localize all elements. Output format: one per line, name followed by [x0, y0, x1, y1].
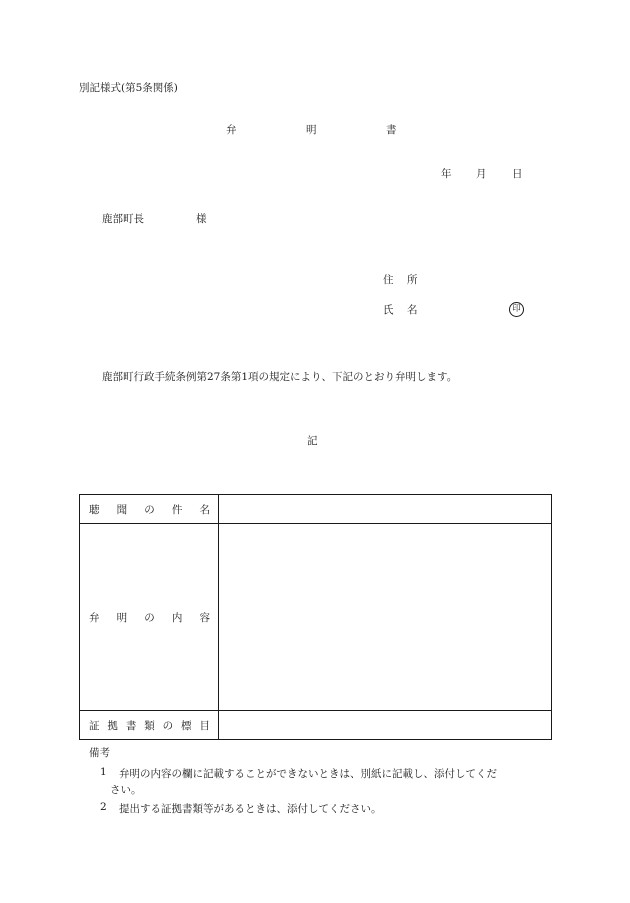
address-label-char: 住 — [383, 274, 394, 286]
address-label-char: 所 — [407, 274, 418, 286]
title-char: 弁 — [226, 124, 237, 136]
label-char: 類 — [144, 719, 155, 732]
label-char: 目 — [199, 719, 210, 732]
explanation-content-label — [80, 524, 219, 711]
addressee-name: 鹿部町長 — [102, 213, 144, 225]
date-year: 年 — [441, 168, 452, 180]
label-char: 拠 — [107, 719, 118, 732]
form-table — [79, 494, 552, 740]
label-char: 聴 — [89, 503, 100, 516]
label-char: 聞 — [116, 503, 128, 516]
label-char: 明 — [116, 611, 128, 624]
note-number: 1 — [100, 766, 107, 778]
explanation-content-field[interactable] — [219, 524, 552, 711]
table-row — [80, 524, 552, 711]
ki-heading: 記 — [307, 435, 318, 447]
label-char: の — [144, 503, 155, 516]
hearing-subject-field[interactable] — [219, 495, 552, 524]
form-reference: 別記様式(第5条関係) — [79, 82, 178, 94]
label-char: 容 — [199, 611, 210, 624]
note-text: 提出する証拠書類等があるときは、添付してください。 — [119, 803, 382, 815]
hearing-subject-label — [80, 495, 219, 524]
name-label-char: 氏 — [383, 304, 394, 316]
label-char: 標 — [181, 719, 192, 732]
date-day: 日 — [512, 168, 523, 180]
seal-mark: 印 — [509, 302, 524, 317]
table-row — [80, 495, 552, 524]
label-char: の — [144, 611, 155, 624]
label-char: 件 — [171, 503, 183, 516]
label-char: 書 — [125, 719, 137, 732]
label-char: 名 — [199, 503, 210, 516]
label-char: 内 — [171, 611, 183, 624]
title-char: 書 — [386, 124, 397, 136]
addressee-honorific: 様 — [196, 213, 207, 225]
evidence-list-label — [80, 711, 219, 740]
table-row — [80, 711, 552, 740]
note-text: 弁明の内容の欄に記載することができないときは、別紙に記載し、添付してくだ — [119, 768, 497, 780]
date-month: 月 — [476, 168, 487, 180]
label-char: 証 — [89, 719, 100, 732]
notes-heading: 備考 — [89, 747, 110, 759]
note-number: 2 — [100, 801, 107, 813]
name-label-char: 名 — [407, 304, 418, 316]
title-char: 明 — [306, 124, 317, 136]
label-char: の — [162, 719, 174, 732]
evidence-list-field[interactable] — [219, 711, 552, 740]
label-char: 弁 — [89, 611, 100, 624]
statement-text: 鹿部町行政手続条例第27条第1項の規定により、下記のとおり弁明します。 — [102, 371, 458, 383]
note-text-continued: さい。 — [110, 784, 142, 796]
